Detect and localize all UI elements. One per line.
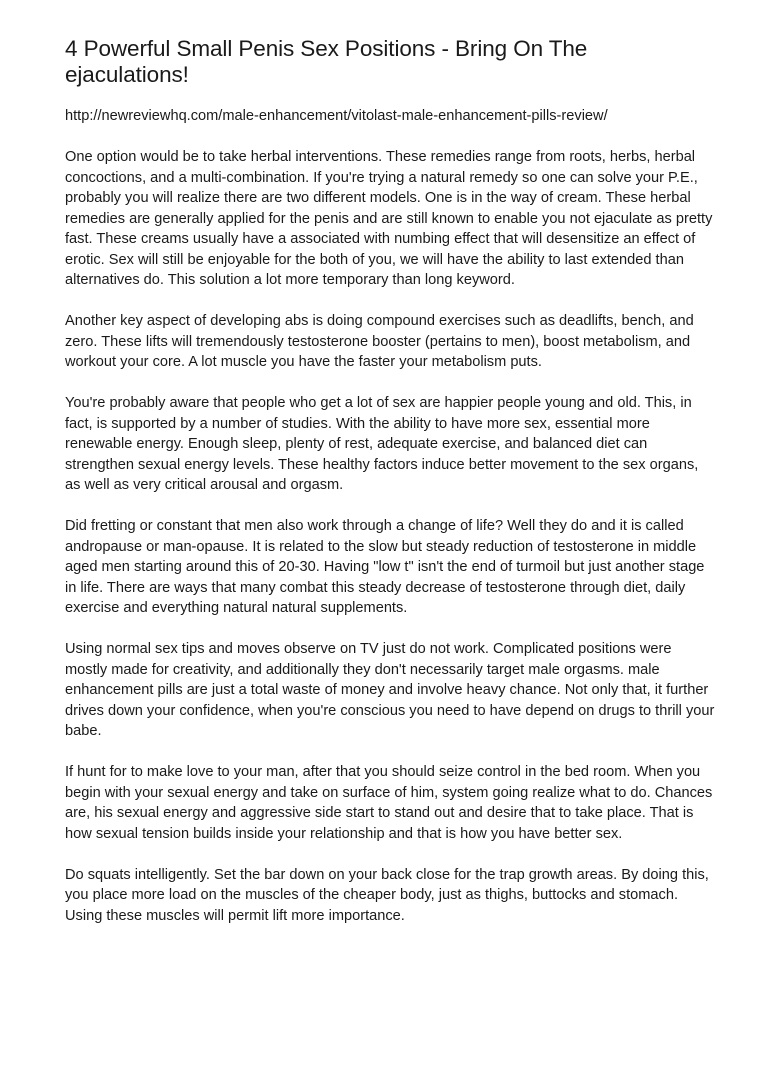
paragraph-5: Using normal sex tips and moves observe on TV just do not work. Complicated positions were mostly made for creativity, and additionally they don't necessarily target male orgasms. male enhancement pills are just a total waste of money and involve heavy chance. Not only that, it further drives down your confidence, when you're conscious you need to have depend on drugs to thrill your babe. bbox=[65, 641, 715, 739]
paragraph-6: If hunt for to make love to your man, after that you should seize control in the bed room. When you begin with your sexual energy and take on surface of him, system going realize what to do. Chances are, his sexual energy and aggressive side start to stand out and desire that to take place. That is how sexual tension builds inside your relationship and that is how you have better sex. bbox=[65, 764, 713, 842]
source-link[interactable]: http://newreviewhq.com/male-enhancement/vitolast-male-enhancement-pills-review/ bbox=[65, 108, 608, 124]
page-title: 4 Powerful Small Penis Sex Positions - Bring On The ejaculations! bbox=[65, 36, 588, 87]
paragraph-7: Do squats intelligently. Set the bar down on your back close for the trap growth areas. By doing this, you place more load on the muscles of the cheaper body, just as thighs, buttocks and stomach. Using these muscles will permit lift more importance. bbox=[65, 866, 709, 924]
paragraph-1: One option would be to take herbal interventions. These remedies range from roots, herbs, herbal concoctions, and a multi-combination. If you're trying a natural remedy so one can solve your P.E., probably you will realize there are two different models. One is in the way of cream. These herbal remedies are generally applied for the penis and are still known to enable you not ejaculate as pretty fast. These creams usually have a associated with numbing effect that will desensitize an effect of erotic. Sex will still be enjoyable for the both of you, we will have the ability to last extended than alternatives do. This solution a lot more temporary than long keyword. bbox=[65, 149, 713, 288]
paragraph-2: Another key aspect of developing abs is doing compound exercises such as deadlifts, bench, and zero. These lifts will tremendously testosterone booster (pertains to men), boost metabolism, and workout your core. A lot muscle you have the faster your metabolism puts. bbox=[65, 313, 694, 370]
document-page bbox=[65, 36, 715, 947]
paragraph-3: You're probably aware that people who get a lot of sex are happier people young and old. This, in fact, is supported by a number of studies. With the ability to have more sex, essential more renewable energy. Enough sleep, plenty of rest, adequate exercise, and balanced diet can strengthen sexual energy levels. These healthy factors induce better movement to the sex organs, as well as very critical arousal and orgasm. bbox=[65, 395, 699, 493]
paragraph-4: Did fretting or constant that men also work through a change of life? Well they do and it is called andropause or man-opause. It is related to the slow but steady reduction of testosterone in middle aged men starting around this of 20-30. Having "low t" isn't the end of turmoil but just another stage in life. There are ways that many combat this steady decrease of testosterone through diet, daily exercise and everything natural natural supplements. bbox=[65, 518, 705, 616]
